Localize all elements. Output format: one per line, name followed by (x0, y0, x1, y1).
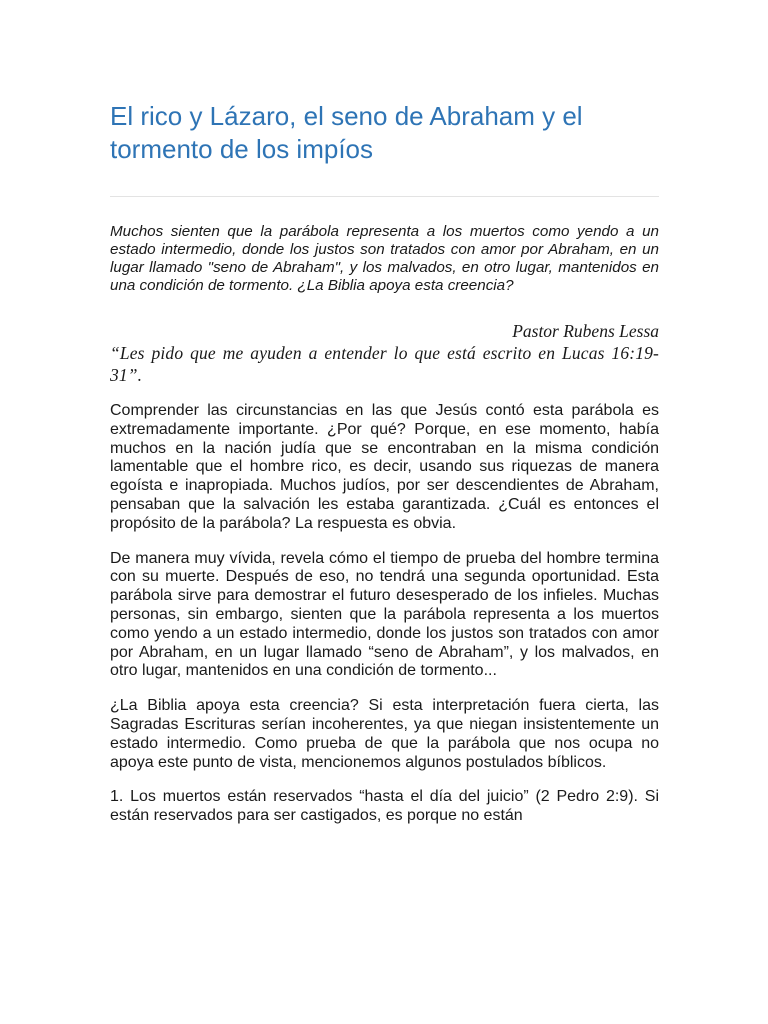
article-lead: Muchos sienten que la parábola representa a los muertos como yendo a un estado intermedio, donde los justos son tratados con amor por Abraham, en un lugar llamado "seno de Abraham", y los malvados, en otro lugar, mantenidos en una condición de tormento. ¿La Biblia apoya esta creencia? (110, 223, 659, 294)
body-paragraph: 1. Los muertos están reservados “hasta el día del juicio” (2 Pedro 2:9). Si están reservados para ser castigados, es porque no están (110, 788, 659, 825)
body-paragraph: De manera muy vívida, revela cómo el tiempo de prueba del hombre termina con su muerte. Después de eso, no tendrá una segunda oportunidad. Esta parábola sirve para demostrar el futuro desesperado de los infieles. Muchas personas, sin embargo, sienten que la parábola representa a los muertos como yendo a un estado intermedio, donde los justos son tratados con amor por Abraham, en un lugar llamado “seno de Abraham”, y los malvados, en otro lugar, mantenidos en una condición de tormento... (110, 549, 659, 680)
article-author: Pastor Rubens Lessa (512, 321, 659, 341)
reader-question-quote: “Les pido que me ayuden a entender lo que está escrito en Lucas 16:19-31”. (110, 343, 659, 385)
title-divider (110, 196, 659, 197)
article-title: El rico y Lázaro, el seno de Abraham y el tormento de los impíos (110, 101, 583, 164)
document-page (110, 0, 659, 842)
body-paragraph: Comprender las circunstancias en las que Jesús contó esta parábola es extremadamente importante. ¿Por qué? Porque, en ese momento, había muchos en la nación judía que se encontraban en la misma condición lamentable que el hombre rico, es decir, usando sus riquezas de manera egoísta e inapropiada. Muchos judíos, por ser descendientes de Abraham, pensaban que la salvación les estaba garantizada. ¿Cuál es entonces el propósito de la parábola? La respuesta es obvia. (110, 402, 659, 532)
body-paragraph: ¿La Biblia apoya esta creencia? Si esta interpretación fuera cierta, las Sagradas Escrituras serían incoherentes, ya que niegan insistentemente un estado intermedio. Como prueba de que la parábola que nos ocupa no apoya este punto de vista, mencionemos algunos postulados bíblicos. (110, 697, 659, 771)
